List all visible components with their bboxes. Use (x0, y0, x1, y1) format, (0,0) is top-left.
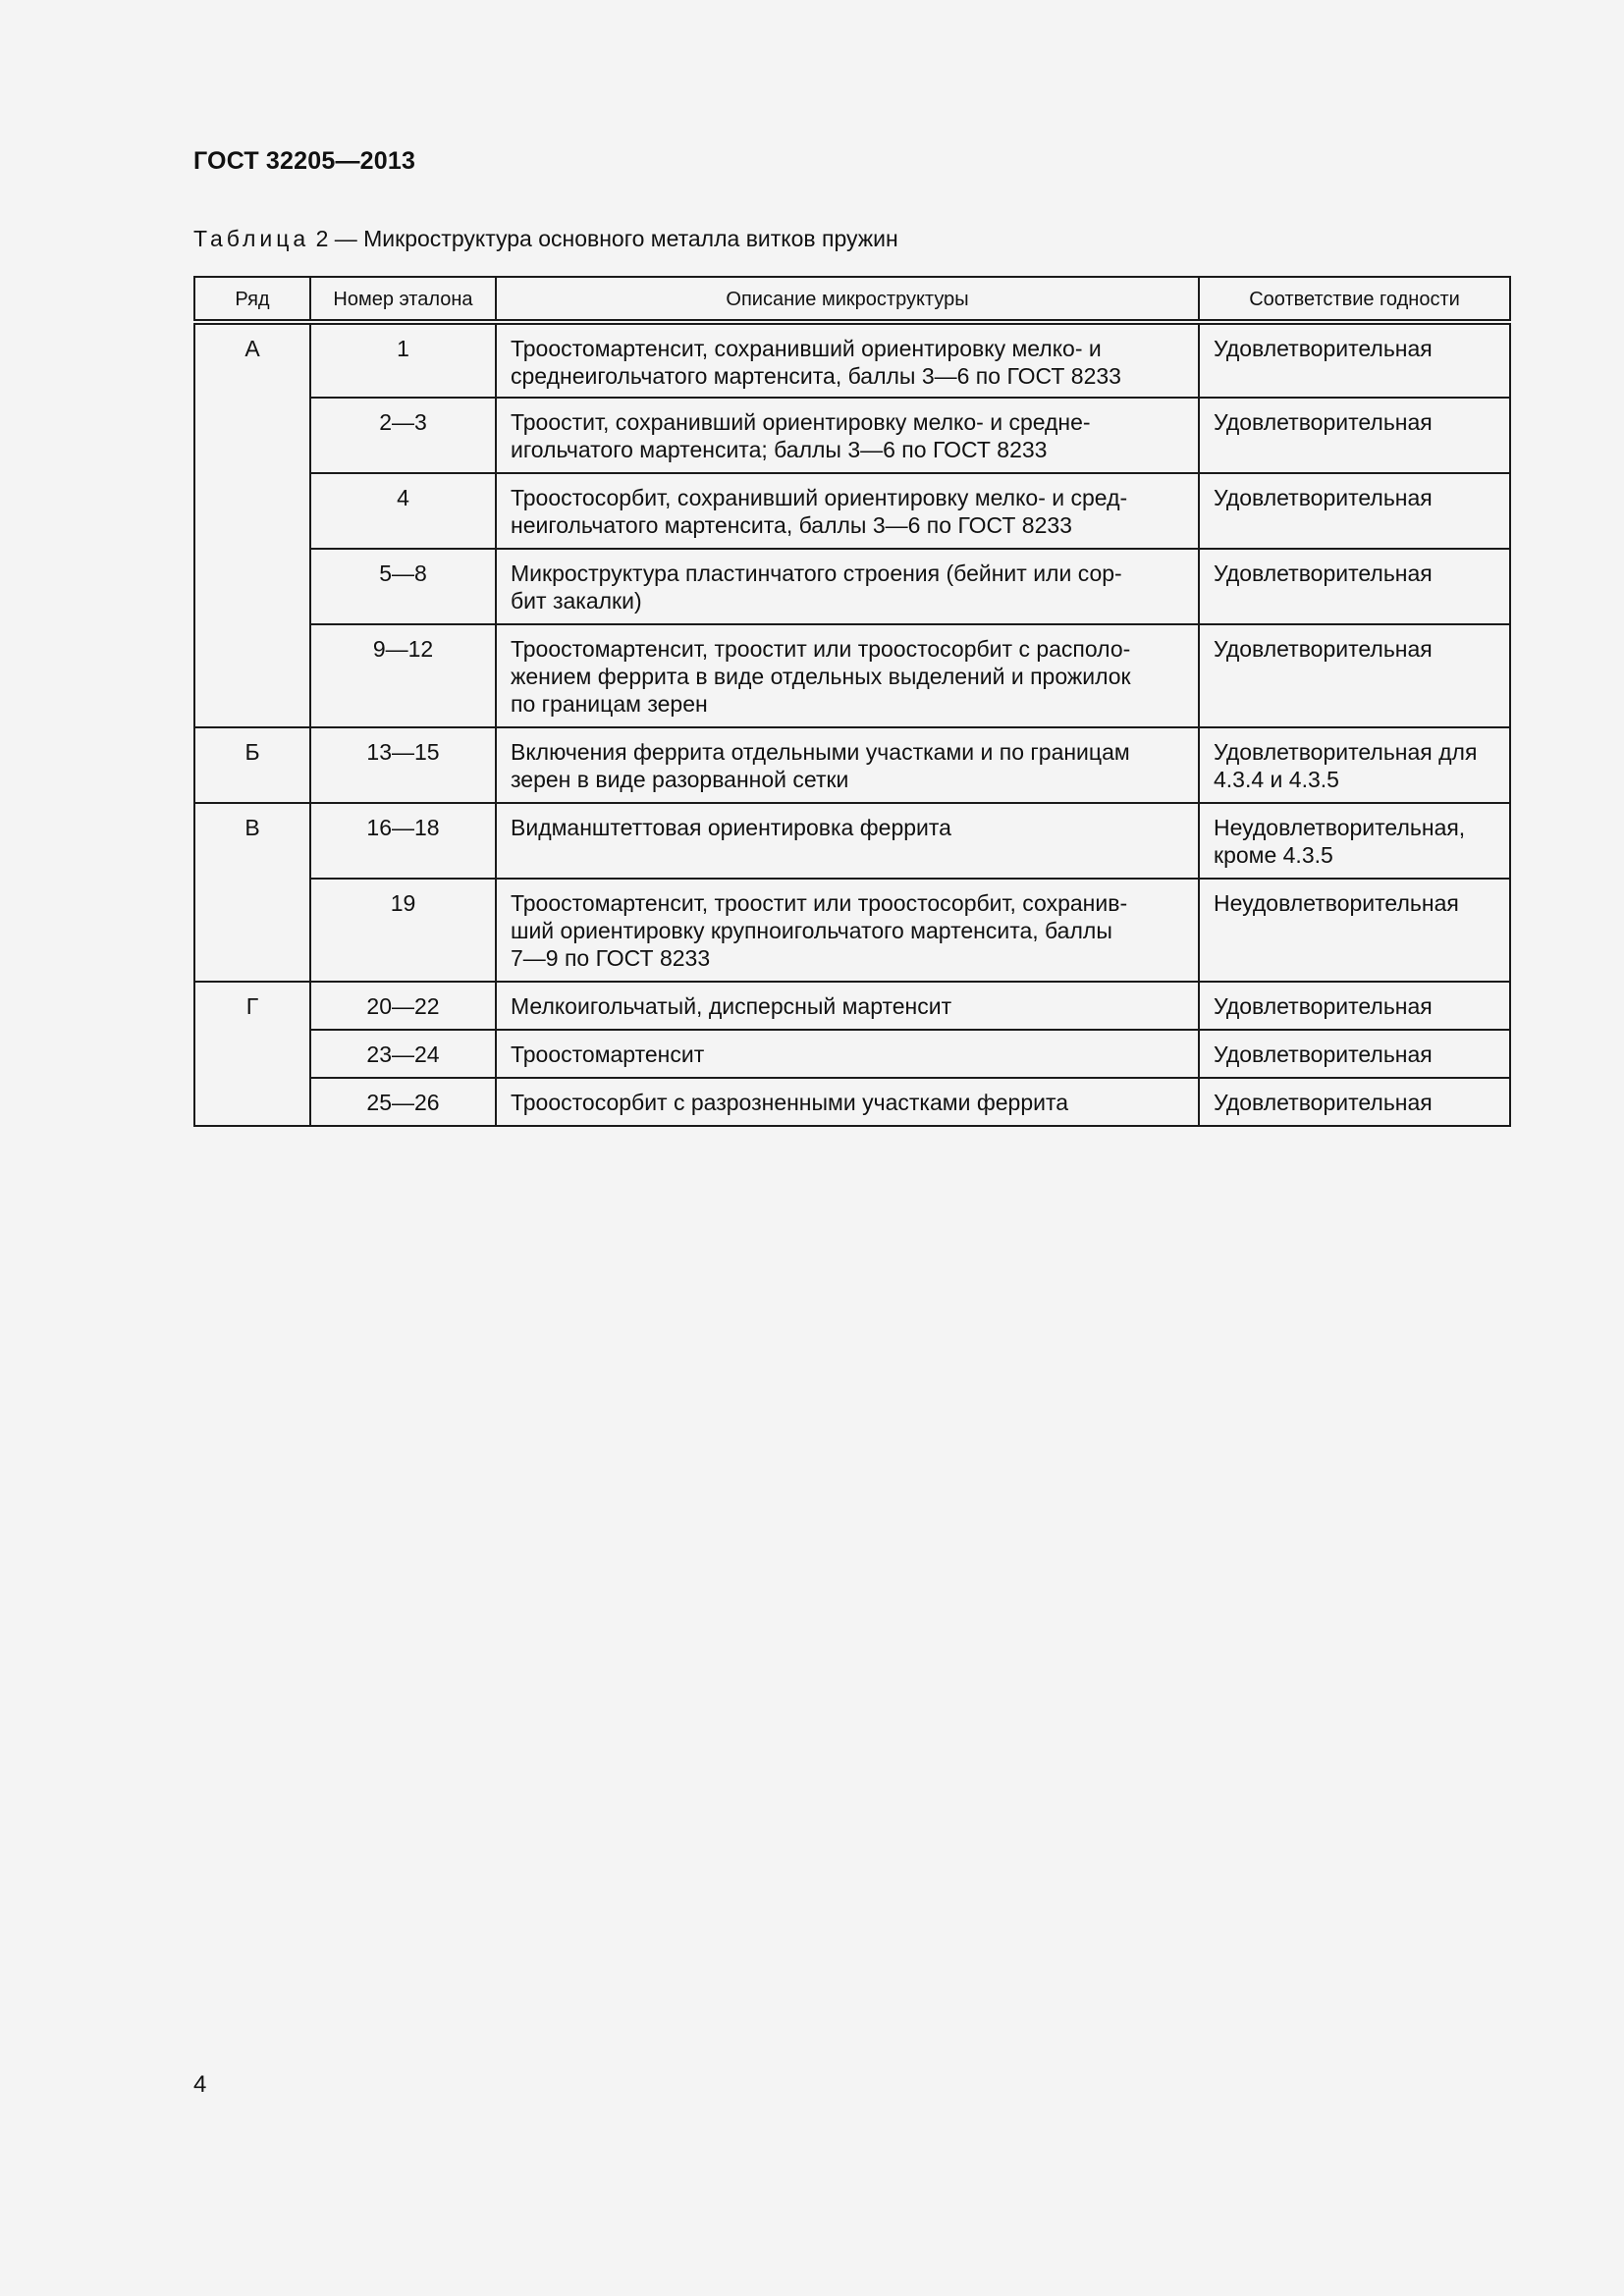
fitness-line: Неудовлетворительная, (1214, 815, 1466, 840)
standard-number-cell: 9—12 (310, 624, 496, 727)
standard-number-cell: 19 (310, 879, 496, 982)
description-cell (496, 624, 1199, 727)
fitness-line: для 4.3.4 и 4.3.5 (1214, 739, 1478, 792)
table-row (194, 624, 1510, 727)
standard-number-cell: 1 (310, 322, 496, 398)
page-number: 4 (193, 2071, 207, 2098)
fitness-line: кроме 4.3.5 (1214, 842, 1333, 868)
fitness-cell (1199, 624, 1510, 727)
description-line: ший ориентировку крупноигольчатого мартенсита, баллы (511, 918, 1112, 943)
description-cell (496, 322, 1199, 398)
row-group-cell: А (194, 322, 310, 727)
standard-number-cell: 23—24 (310, 1030, 496, 1078)
column-header-fitness: Соответствие годности (1199, 277, 1510, 322)
fitness-line: Удовлетворительная (1214, 409, 1433, 435)
fitness-cell (1199, 549, 1510, 624)
fitness-line: Неудовлетворительная (1214, 890, 1459, 916)
table-row (194, 549, 1510, 624)
fitness-line: Удовлетворительная (1214, 636, 1433, 662)
description-line: среднеигольчатого мартенсита, баллы 3—6 по ГОСТ 8233 (511, 363, 1121, 389)
table-row (194, 398, 1510, 473)
description-line: Троостомартенсит, троостит или троостосорбит, сохранив- (511, 890, 1128, 916)
row-group-cell: Б (194, 727, 310, 803)
fitness-line: Удовлетворительная (1214, 1090, 1433, 1115)
fitness-cell (1199, 398, 1510, 473)
fitness-line: Удовлетворительная (1214, 485, 1433, 510)
description-line: Троостосорбит, сохранивший ориентировку мелко- и сред- (511, 485, 1128, 510)
standard-number-cell: 16—18 (310, 803, 496, 879)
standard-number-cell: 20—22 (310, 982, 496, 1030)
table-row (194, 1030, 1510, 1078)
description-line: Троостосорбит с разрозненными участками феррита (511, 1090, 1069, 1115)
description-line: по границам зерен (511, 691, 708, 717)
table-row (194, 1078, 1510, 1126)
table-caption (193, 226, 898, 252)
fitness-cell (1199, 1078, 1510, 1126)
microstructure-table (193, 276, 1511, 1127)
standard-number-cell: 4 (310, 473, 496, 549)
table-row (194, 803, 1510, 879)
description-cell (496, 1030, 1199, 1078)
standard-number-cell: 2—3 (310, 398, 496, 473)
fitness-line: Удовлетворительная (1214, 1041, 1433, 1067)
standard-number-cell: 13—15 (310, 727, 496, 803)
description-line: жением феррита в виде отдельных выделений и прожилок (511, 664, 1131, 689)
description-line: бит закалки) (511, 588, 642, 614)
table-row (194, 879, 1510, 982)
description-cell (496, 1078, 1199, 1126)
description-line: Видманштеттовая ориентировка феррита (511, 815, 951, 840)
table-row (194, 473, 1510, 549)
description-line: Микроструктура пластинчатого строения (бейнит или сор- (511, 561, 1122, 586)
description-line: Мелкоигольчатый, дисперсный мартенсит (511, 993, 952, 1019)
table-header-row (194, 277, 1510, 322)
description-line: игольчатого мартенсита; баллы 3—6 по ГОСТ 8233 (511, 437, 1048, 462)
description-cell (496, 549, 1199, 624)
fitness-line: Удовлетворительная (1214, 336, 1433, 361)
column-header-row-group: Ряд (194, 277, 310, 322)
table-row (194, 727, 1510, 803)
fitness-cell (1199, 322, 1510, 398)
table-caption-title: 2 — Микроструктура основного металла витков пружин (309, 226, 898, 251)
description-cell (496, 727, 1199, 803)
description-cell (496, 879, 1199, 982)
column-header-description: Описание микроструктуры (496, 277, 1199, 322)
table-caption-prefix: Таблица (193, 226, 310, 251)
description-line: Троостит, сохранивший ориентировку мелко- и средне- (511, 409, 1091, 435)
description-cell (496, 803, 1199, 879)
description-cell (496, 398, 1199, 473)
description-line: Троостомартенсит, троостит или троостосорбит с располо- (511, 636, 1131, 662)
fitness-cell (1199, 473, 1510, 549)
table-row (194, 982, 1510, 1030)
description-cell (496, 473, 1199, 549)
row-group-cell: Г (194, 982, 310, 1126)
description-cell (496, 982, 1199, 1030)
fitness-cell (1199, 803, 1510, 879)
description-line: 7—9 по ГОСТ 8233 (511, 945, 711, 971)
fitness-line: Удовлетворительная (1214, 561, 1433, 586)
fitness-line: Удовлетворительная (1214, 739, 1433, 765)
description-line: зерен в виде разорванной сетки (511, 767, 849, 792)
fitness-cell (1199, 727, 1510, 803)
description-line: Троостомартенсит, сохранивший ориентировку мелко- и (511, 336, 1102, 361)
description-line: Включения феррита отдельными участками и по границам (511, 739, 1130, 765)
fitness-cell (1199, 982, 1510, 1030)
row-group-cell: В (194, 803, 310, 982)
standard-number-cell: 25—26 (310, 1078, 496, 1126)
document-designation: ГОСТ 32205—2013 (193, 147, 416, 175)
description-line: Троостомартенсит (511, 1041, 705, 1067)
fitness-line: Удовлетворительная (1214, 993, 1433, 1019)
fitness-cell (1199, 1030, 1510, 1078)
description-line: неигольчатого мартенсита, баллы 3—6 по ГОСТ 8233 (511, 512, 1072, 538)
table-row (194, 322, 1510, 398)
fitness-cell (1199, 879, 1510, 982)
column-header-standard-number: Номер эталона (310, 277, 496, 322)
standard-number-cell: 5—8 (310, 549, 496, 624)
